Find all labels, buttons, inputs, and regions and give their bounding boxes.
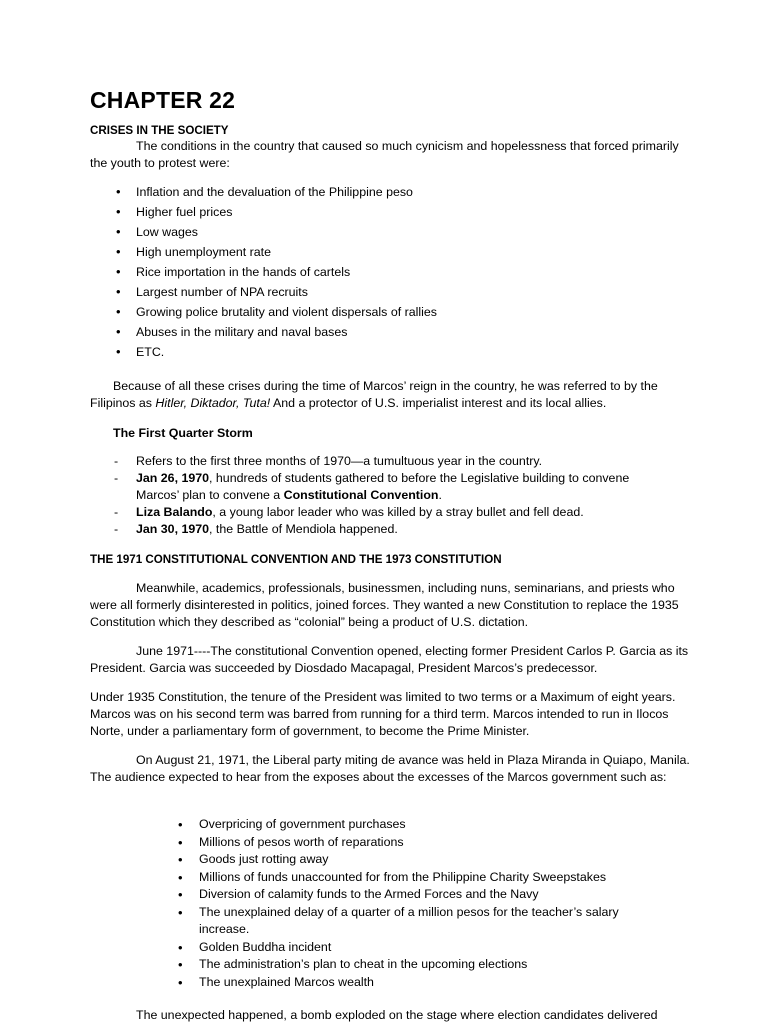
list-item: • Abuses in the military and naval bases: [116, 322, 676, 342]
list-item: • The administration’s plan to cheat in the upcoming elections: [178, 956, 648, 974]
list-item: • Diversion of calamity funds to the Armed Forces and the Navy: [178, 886, 648, 904]
august-paragraph: On August 21, 1971, the Liberal party miting de avance was held in Plaza Miranda in Quiapo, Manila. The audience expected to hear from the exposes about the excesses of the Marcos government such as:: [90, 753, 690, 784]
fqs-item-text: , hundreds of students gathered to before the Legislative building to convene Marcos’ plan to convene a: [136, 471, 630, 502]
fqs-item-text: .: [438, 488, 442, 502]
june-paragraph: June 1971----The constitutional Convention opened, electing former President Carlos P. Garcia as its President. Garcia was succeeded by Diosdado Macapagal, President Marcos’s predecessor.: [90, 644, 689, 675]
list-item: • The unexplained delay of a quarter of a million pesos for the teacher’s salary increase.: [178, 904, 648, 939]
list-item: [114, 504, 674, 521]
fqs-item-text: , the Battle of Mendiola happened.: [209, 522, 398, 536]
list-item: [114, 453, 674, 470]
list-item: • High unemployment rate: [116, 242, 676, 262]
list-item: • Golden Buddha incident: [178, 939, 648, 957]
list-item: • Millions of funds unaccounted for from the Philippine Charity Sweepstakes: [178, 869, 648, 887]
list-item: • ETC.: [116, 342, 676, 362]
list-item: [114, 521, 674, 538]
because-paragraph: [90, 378, 690, 412]
fqs-heading: The First Quarter Storm: [113, 426, 253, 440]
list-item: • Goods just rotting away: [178, 851, 648, 869]
meanwhile-paragraph: Meanwhile, academics, professionals, businessmen, including nuns, seminarians, and priests who were all formerly disinterested in politics, joined forces. They wanted a new Constitution to replace the 1935 Constitution which they described as “colonial” being a product of U.S. dictation.: [90, 581, 679, 629]
because-text-b: And a protector of U.S. imperialist interest and its local allies.: [270, 396, 607, 410]
list-item: • Rice importation in the hands of cartels: [116, 262, 676, 282]
marcos-epithets: Hitler, Diktador, Tuta!: [155, 396, 271, 410]
under-1935-paragraph: Under 1935 Constitution, the tenure of the President was limited to two terms or a Maximum of eight years. Marcos was on his second term was barred from running for a third term. Marcos intended to run in Ilocos Norte, under a parliamentary form of government, to become the Prime Minister.: [90, 690, 676, 738]
list-item: • Largest number of NPA recruits: [116, 282, 676, 302]
list-item: • Inflation and the devaluation of the Philippine peso: [116, 182, 676, 202]
intro-paragraph: The conditions in the country that caused so much cynicism and hopelessness that forced primarily the youth to protest were:: [90, 139, 679, 170]
fqs-term: Constitutional Convention: [283, 488, 439, 502]
fqs-list: [114, 453, 674, 538]
section-heading-convention: THE 1971 CONSTITUTIONAL CONVENTION AND THE 1973 CONSTITUTION: [90, 553, 502, 566]
section-heading-crises: CRISES IN THE SOCIETY: [90, 124, 229, 137]
list-item: • The unexplained Marcos wealth: [178, 974, 648, 992]
fqs-date: Jan 26, 1970: [136, 471, 210, 485]
fqs-item-text: Refers to the first three months of 1970—a tumultuous year in the country.: [136, 454, 543, 468]
because-text-a: Because of all these crises during the time of Marcos’ reign in the country, he was referred to by the Filipinos as: [90, 379, 658, 410]
list-item: • Low wages: [116, 222, 676, 242]
list-item: • Overpricing of government purchases: [178, 816, 648, 834]
list-item: • Higher fuel prices: [116, 202, 676, 222]
fqs-item-text: , a young labor leader who was killed by a stray bullet and fell dead.: [212, 505, 584, 519]
fqs-name: Liza Balando: [136, 505, 213, 519]
list-item: • Growing police brutality and violent dispersals of rallies: [116, 302, 676, 322]
list-item: • Millions of pesos worth of reparations: [178, 834, 648, 852]
bomb-paragraph: The unexpected happened, a bomb exploded on the stage where election candidates delivered: [136, 1008, 658, 1022]
fqs-date: Jan 30, 1970: [136, 522, 210, 536]
list-item: [114, 470, 674, 504]
chapter-title: CHAPTER 22: [90, 87, 236, 113]
crises-list: [116, 182, 676, 362]
exposes-list: [178, 816, 648, 991]
